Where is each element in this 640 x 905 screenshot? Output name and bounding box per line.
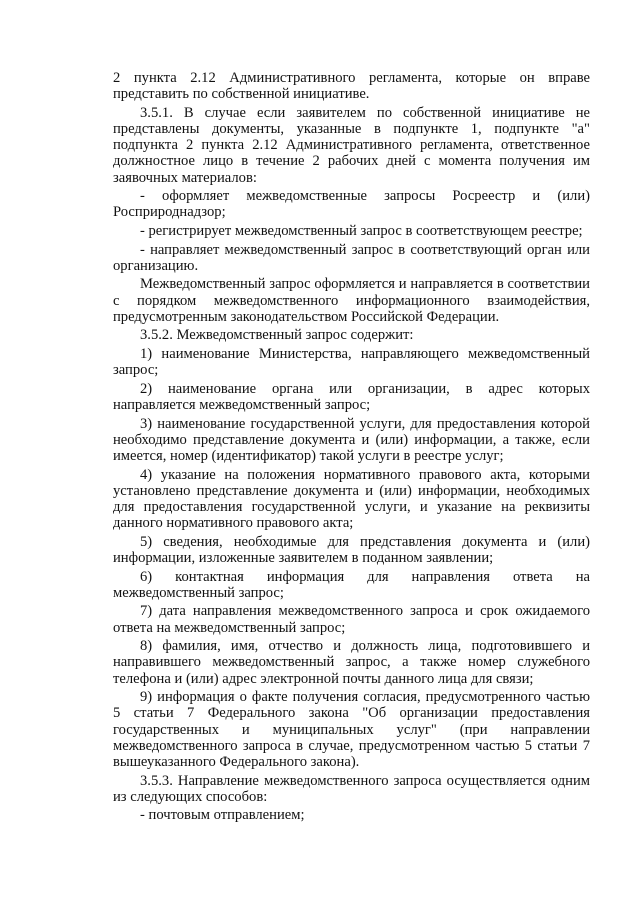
paragraph: 3.5.3. Направление межведомственного запроса осуществляется одним из следующих способов: [113, 772, 590, 805]
paragraph: Межведомственный запрос оформляется и направляется в соответствии с порядком межведомственного информационного взаимодействия, предусмотренным законодательством Российской Федерации. [113, 276, 590, 325]
list-item: 9) информация о факте получения согласия, предусмотренного частью 5 статьи 7 Федерального закона "Об организации предоставления государственных и муниципальных услуг" (при направлении межведомственного запроса в случае, предусмотренном частью 5 статьи 7 вышеуказанного Федерального закона). [113, 689, 590, 770]
list-item: 8) фамилия, имя, отчество и должность лица, подготовившего и направившего межведомственный запрос, а также номер служебного телефона и (или) адрес электронной почты данного лица для связи; [113, 638, 590, 687]
paragraph: 2 пункта 2.12 Административного регламента, которые он вправе представить по собственной инициативе. [113, 70, 590, 103]
document-page [113, 70, 590, 826]
list-item: 3) наименование государственной услуги, для предоставления которой необходимо представление документа и (или) информации, а также, если имеется, номер (идентификатор) такой услуги в реестре услуг; [113, 415, 590, 464]
list-item: - направляет межведомственный запрос в соответствующий орган или организацию. [113, 241, 590, 274]
list-item: 6) контактная информация для направления ответа на межведомственный запрос; [113, 568, 590, 601]
list-item: 5) сведения, необходимые для представления документа и (или) информации, изложенные заявителем в поданном заявлении; [113, 533, 590, 566]
section-heading: 3.5.2. Межведомственный запрос содержит: [140, 327, 414, 344]
list-item: 4) указание на положения нормативного правового акта, которыми установлено представление документа и (или) информации, необходимых для предоставления государственной услуги, и указание на реквизиты данного нормативного правового акта; [113, 466, 590, 532]
list-item: - оформляет межведомственные запросы Росреестр и (или) Росприроднадзор; [113, 188, 590, 221]
list-item: - регистрирует межведомственный запрос в соответствующем реестре; [140, 223, 583, 239]
list-item: 1) наименование Министерства, направляющего межведомственный запрос; [113, 345, 590, 379]
list-item: 7) дата направления межведомственного запроса и срок ожидаемого ответа на межведомственный запрос; [113, 603, 590, 636]
paragraph: 3.5.1. В случае если заявителем по собственной инициативе не представлены документы, указанные в подпункте 1, подпункте "а" подпункта 2 пункта 2.12 Административного регламента, ответственное должностное лицо в течение 2 рабочих дней с момента получения им заявочных материалов: [113, 104, 590, 186]
list-item: - почтовым отправлением; [140, 807, 305, 824]
list-item: 2) наименование органа или организации, в адрес которых направляется межведомственный запрос; [113, 380, 590, 413]
